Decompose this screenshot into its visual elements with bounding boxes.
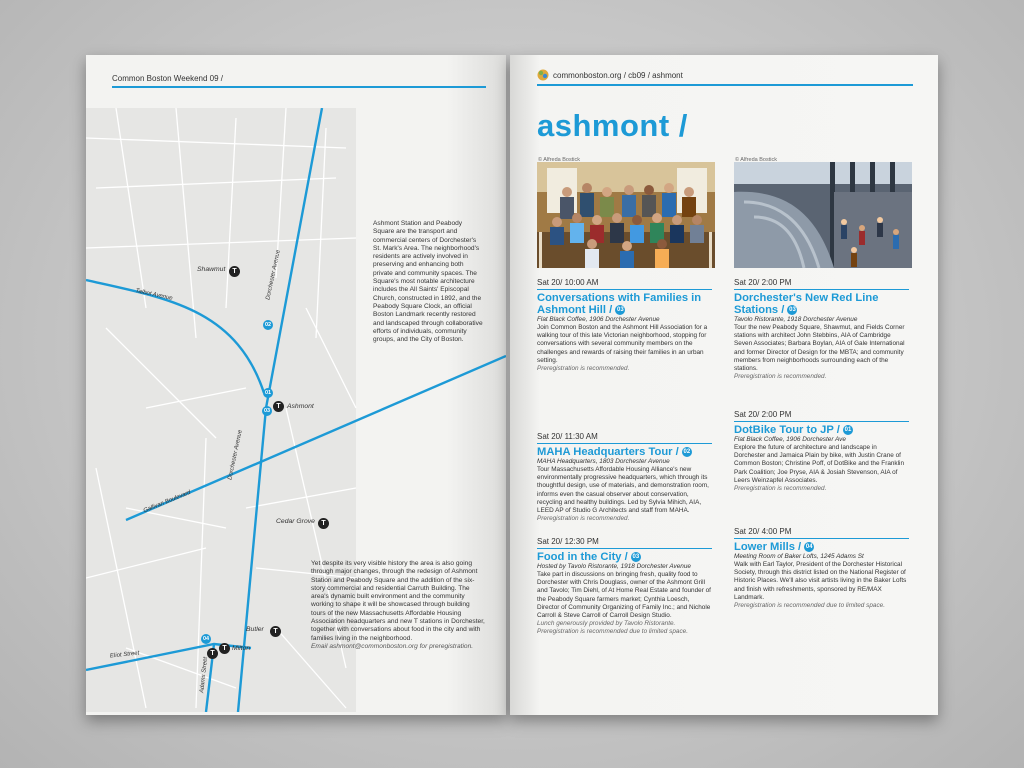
photo-train-station bbox=[734, 162, 912, 268]
event-title bbox=[537, 551, 712, 563]
event-stop-number: 03 bbox=[616, 307, 624, 314]
event-description: Tour the new Peabody Square, Shawmut, and Fields Corner stations with architect John Stebbins, AIA of Cambridge Seven Associates; Barbara Boylan, AIA of Gale International and former Director of Design for the MBTA; and community members from neighborhoods surrounding each of the stations. bbox=[734, 324, 905, 373]
event-location: Tavolo Ristorante, 1918 Dorchester Avenue bbox=[734, 316, 858, 323]
event-stop-number: 02 bbox=[683, 449, 691, 456]
photo-group-on-porch bbox=[537, 162, 715, 268]
event-stop-number: 04 bbox=[805, 544, 813, 551]
event-title-text: MAHA Headquarters Tour / bbox=[537, 446, 679, 458]
street-label-talbot: Talbot Avenue bbox=[134, 288, 174, 302]
event-title-text: Food in the City / bbox=[537, 551, 628, 563]
event-description: Walk with Earl Taylor, President of the Dorchester Historical Society, through this district listed on the National Register of Historic Places. We'll also visit artists living in the Baker Lofts and finish with refreshments, sponsored by RE/MAX Landmark. bbox=[734, 561, 907, 601]
event-dotbike-tour bbox=[734, 410, 909, 493]
right-header-rule bbox=[537, 84, 913, 86]
event-note: Preregistration is recommended. bbox=[734, 485, 827, 493]
intro-paragraph bbox=[373, 220, 485, 344]
event-note: Preregistration is recommended due to limited space. bbox=[734, 602, 885, 610]
map-stop-marker: 01 bbox=[264, 390, 272, 396]
event-time: Sat 20/ 12:30 PM bbox=[537, 537, 712, 549]
photo-train-illustration bbox=[734, 162, 912, 268]
event-description: Explore the future of architecture and landscape in Dorchester and Jamaica Plain by bike, with Justin Crane of Common Boston; Christine Poff, of DotBike and the Franklin Park Coalition; Joe Pryse, AIA & Josiah Stevenson, AIA of Leers Weinzapfel Associates. bbox=[734, 444, 905, 484]
event-description: Join Common Boston and the Ashmont Hill Association for a walking tour of this late Victorian neighborhood, stopping for conversations with several community members on the challenges and rewards of raising their families in an urban setting. bbox=[537, 324, 708, 364]
event-note: Preregistration is recommended. bbox=[734, 373, 827, 381]
second-paragraph bbox=[311, 560, 486, 651]
event-title bbox=[537, 446, 712, 458]
event-time: Sat 20/ 11:30 AM bbox=[537, 432, 712, 444]
left-header-rule bbox=[112, 86, 486, 88]
event-stop-number: 03 bbox=[789, 307, 796, 314]
event-location: Flat Black Coffee, 1906 Dorchester Avenue bbox=[537, 316, 660, 323]
street-label-eliot: Eliot Street bbox=[109, 650, 140, 660]
t-station-icon: T bbox=[229, 266, 240, 277]
street-label-dorchester-south: Dorchester Avenue bbox=[227, 429, 244, 481]
event-stop-number: 01 bbox=[844, 427, 852, 434]
map-station-cedar-grove: Cedar Grove bbox=[276, 518, 315, 525]
event-food-in-city bbox=[537, 537, 712, 637]
street-label-gallivan: Gallivan Boulevard bbox=[142, 489, 192, 515]
event-time: Sat 20/ 10:00 AM bbox=[537, 278, 712, 290]
event-title-text: DotBike Tour to JP / bbox=[734, 424, 840, 436]
event-note: Preregistration is recommended. bbox=[537, 515, 630, 523]
event-note: Preregistration is recommended. bbox=[537, 365, 630, 373]
event-location: MAHA Headquarters, 1803 Dorchester Avenue bbox=[537, 458, 670, 465]
event-time: Sat 20/ 2:00 PM bbox=[734, 278, 909, 290]
intro-text: Ashmont Station and Peabody Square are the transport and commercial centers of Dorchester's St. Mark's Area. The neighborhood's residents are actively involved in preserving and enhancing both private and community spaces. The Square's most notable architecture includes the All Saints' Episcopal Church, constructed in 1892, and the Peabody Square Clock, an official Boston Landmark recently restored and landscaped through collaborative efforts of individuals, community groups, and the City of Boston. bbox=[373, 220, 483, 344]
t-station-icon: T bbox=[207, 648, 218, 659]
common-boston-logo-icon bbox=[537, 69, 549, 81]
photo-credit-2: © Alfreda Bostick bbox=[735, 157, 777, 163]
event-location: Meeting Room of Baker Lofts, 1245 Adams St bbox=[734, 553, 864, 560]
photo-group-illustration bbox=[537, 162, 715, 268]
map-station-butler: Butler bbox=[246, 626, 264, 633]
t-station-icon: T bbox=[270, 626, 281, 637]
map-station-milton: Milton bbox=[232, 645, 251, 652]
event-location: Hosted by Tavolo Ristorante, 1918 Dorchester Avenue bbox=[537, 563, 691, 570]
talbot-avenue-route bbox=[86, 280, 264, 393]
street-label-dorchester-north: Dorchester Avenue bbox=[265, 249, 282, 301]
event-title bbox=[734, 541, 909, 553]
event-maha-tour bbox=[537, 432, 712, 523]
event-location: Flat Black Coffee, 1906 Dorchester Ave bbox=[734, 436, 846, 443]
photo-credit-1: © Alfreda Bostick bbox=[538, 157, 580, 163]
event-note: Lunch generously provided by Tavolo Ristorante. Preregistration is recommended due to limited space. bbox=[537, 620, 688, 636]
event-lower-mills bbox=[734, 527, 909, 610]
event-description: Take part in discussions on bringing fresh, quality food to Dorchester with Chris Douglass, owner of the Ashmont Grill and Tavolo; Tim Diehl, of At Home Real Estate and founder of the Peabody Square farmers market; Cynthia Loesch, Director of Community Organizing of Family Inc.; and Nichole Carroll & Steve Carroll of Carroll Design Studio. bbox=[537, 571, 711, 620]
map-station-ashmont: Ashmont bbox=[287, 403, 314, 410]
page-title: ashmont / bbox=[537, 108, 688, 143]
map-stop-marker: 03 bbox=[263, 408, 271, 414]
left-page-header: Common Boston Weekend 09 / bbox=[112, 74, 224, 83]
t-station-icon: T bbox=[219, 643, 230, 654]
second-text: Yet despite its very visible history the area is also going through major changes, through the redesign of Ashmont Station and Peabody Square and the addition of the six-story commercial and residential Carruth Building. The area's dynamic built environment and the community working to shape it will be showcased through building tours of the new Massachusetts Affordable Housing Association headquarters and new T stations in Dorchester, together with conversations about food in the city and with families living in the neighborhood. bbox=[311, 560, 485, 642]
email-note: Email ashmont@commonboston.org for preregistration. bbox=[311, 642, 474, 650]
map-station-shawmut: Shawmut bbox=[197, 266, 226, 273]
t-station-icon: T bbox=[273, 401, 284, 412]
event-description: Tour Massachusetts Affordable Housing Alliance's new environmentally progressive headquarters, which through its thoughtful design, use of materials, and demonstration room, informs even the casual observer about conservation, recycling and healthy buildings. Led by Sylvia Mihich, AIA, LEED AP of Studio G Architects and staff from MAHA. bbox=[537, 466, 709, 515]
t-station-icon: T bbox=[318, 518, 329, 529]
event-red-line-stations bbox=[734, 278, 909, 381]
street-label-adams: Adams Street bbox=[199, 656, 210, 694]
event-stop-number: 03 bbox=[632, 554, 640, 561]
event-conversations bbox=[537, 278, 712, 373]
event-time: Sat 20/ 4:00 PM bbox=[734, 527, 909, 539]
event-title-text: Conversations with Families in Ashmont Hill / bbox=[537, 292, 702, 316]
event-title-text: Dorchester's New Red Line Stations / bbox=[734, 292, 879, 316]
right-page-header: commonboston.org / cb09 / ashmont bbox=[553, 71, 683, 80]
map-stop-marker: 02 bbox=[264, 322, 272, 328]
event-time: Sat 20/ 2:00 PM bbox=[734, 410, 909, 422]
event-title bbox=[734, 424, 909, 436]
event-title-text: Lower Mills / bbox=[734, 541, 802, 553]
event-title bbox=[537, 292, 712, 316]
event-title bbox=[734, 292, 909, 316]
map-stop-marker: 04 bbox=[202, 636, 210, 642]
